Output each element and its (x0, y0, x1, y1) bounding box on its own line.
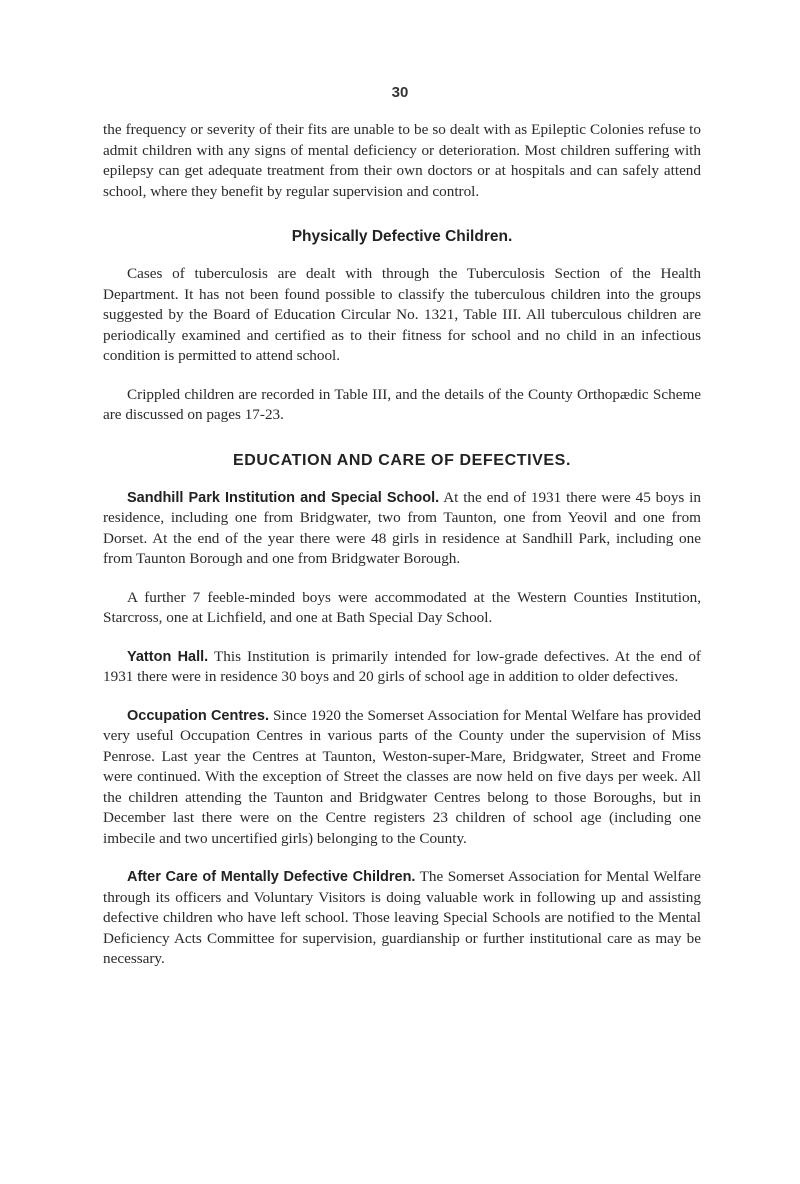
yatton-text: This Institution is primarily intended for low-grade defectives. At the end of 1931 there were in residence 30 boys and 20 girls of school age in addition to older defectives. (103, 647, 701, 685)
yatton-lead: Yatton Hall. (127, 648, 209, 665)
occupation-lead: Occupation Centres. (127, 707, 269, 724)
crippled-children-paragraph: Crippled children are recorded in Table III, and the details of the County Orthopædic Scheme are discussed on pages 17-23. (103, 385, 701, 423)
sandhill-paragraph (103, 488, 701, 570)
page-content (103, 120, 701, 970)
aftercare-text: The Somerset Association for Mental Welfare through its officers and Voluntary Visitors is doing valuable work in following up and assisting defective children who have left school. Those leaving Special Schools are notified to the Mental Deficiency Acts Committee for supervision, guardianship or further institutional care as may be necessary. (103, 868, 701, 967)
occupation-text: Since 1920 the Somerset Association for Mental Welfare has provided very useful Occupation Centres in various parts of the County under the supervision of Miss Penrose. Last year the Centres at Taunton, Weston-super-Mare, Bridgwater, Street and Frome were continued. With the exception of Street the classes are now held on five days per week. All the children attending the Taunton and Bridgwater Centres belong to those Boroughs, but in December last there were on the Centre registers 23 children of school age (including one imbecile and two uncertified girls) belonging to the County. (103, 706, 701, 847)
tuberculosis-paragraph: Cases of tuberculosis are dealt with through the Tuberculosis Section of the Health Department. It has not been found possible to classify the tuberculous children into the groups suggested by the Board of Education Circular No. 1321, Table III. All tuberculous children are periodically examined and certified as to their fitness for school and no child in an infectious condition is permitted to attend school. (103, 265, 701, 364)
aftercare-paragraph (103, 867, 701, 970)
occupation-paragraph (103, 706, 701, 850)
education-care-heading: EDUCATION AND CARE OF DEFECTIVES. (232, 451, 572, 469)
physically-defective-heading: Physically Defective Children. (291, 228, 513, 245)
sandhill-text: At the end of 1931 there were 45 boys in residence, including one from Bridgwater, two from Taunton, one from Yeovil and one from Dorset. At the end of the year there were 48 girls in residence at Sandhill Park, including one from Taunton Borough and one from Bridgwater Borough. (103, 488, 701, 567)
aftercare-lead: After Care of Mentally Defective Children. (127, 869, 416, 885)
yatton-paragraph (103, 647, 701, 688)
sandhill-lead: Sandhill Park Institution and Special School. (127, 489, 440, 506)
further-paragraph: A further 7 feeble-minded boys were accommodated at the Western Counties Institution, Starcross, one at Lichfield, and one at Bath Special Day School. (103, 588, 701, 626)
intro-paragraph: the frequency or severity of their fits are unable to be so dealt with as Epileptic Colonies refuse to admit children with any signs of mental deficiency or deterioration. Most children suffering with epilepsy can get adequate treatment from their own doctors or at hospitals and can safely attend school, where they benefit by regular supervision and control. (103, 121, 701, 200)
page-number: 30 (391, 84, 409, 101)
